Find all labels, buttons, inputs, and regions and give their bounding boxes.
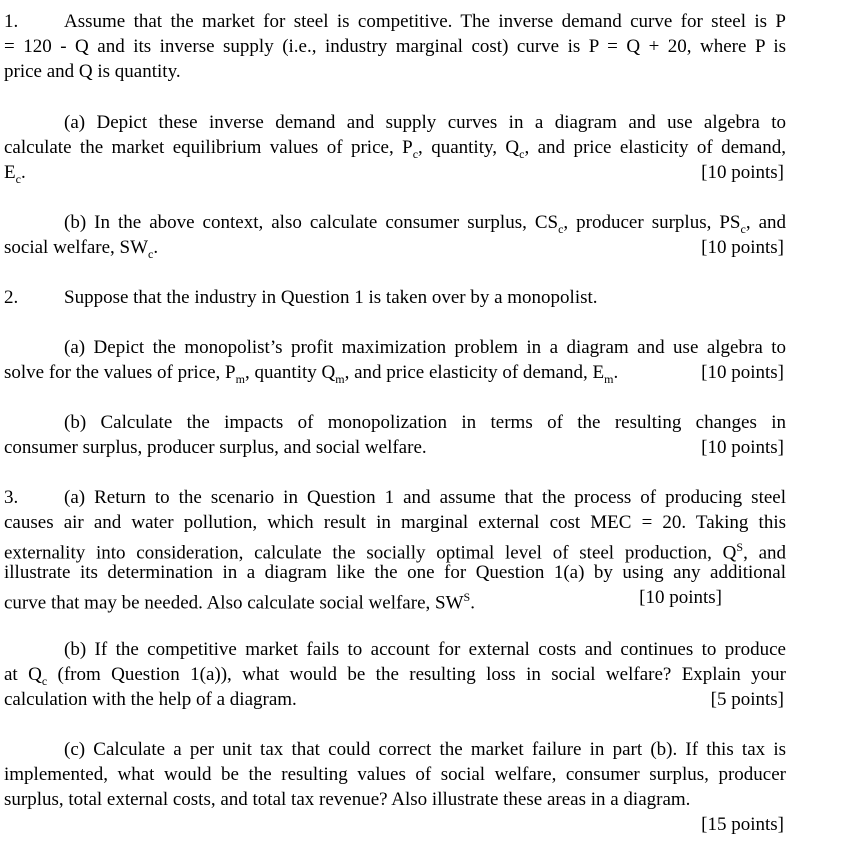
q3a-line-4: illustrate its determination in a diagram like the one for Question 1(a) by using any additional: [4, 562, 786, 583]
q2a-line-1: (a) Depict the monopolist’s profit maximization problem in a diagram and use algebra to: [64, 337, 786, 358]
q3c-points: [15 points]: [701, 814, 784, 835]
q3a-line-3: externality into consideration, calculate the socially optimal level of steel production, $Q^S$, and: [4, 540, 786, 564]
q1-number: 1.: [4, 11, 19, 32]
q1-line-2: = 120 - Q and its inverse supply (i.e., industry marginal cost) curve is P = Q + 20, where P is: [4, 36, 786, 57]
q1-line-1: Assume that the market for steel is competitive. The inverse demand curve for steel is P: [64, 11, 786, 32]
q2a-line-2: solve for the values of price, $P_m$, quantity $Q_m$, and price elasticity of demand, $E_m$.: [4, 362, 619, 386]
q1a-line-3: $E_c$.: [4, 162, 26, 186]
q3c-line-1: (c) Calculate a per unit tax that could correct the market failure in part (b). If this tax is: [64, 739, 786, 760]
q3a-line-5: curve that may be needed. Also calculate social welfare, $SW^S$.: [4, 590, 475, 614]
q2-number: 2.: [4, 287, 19, 308]
q3c-line-3: surplus, total external costs, and total tax revenue? Also illustrate these areas in a diagram.: [4, 789, 691, 810]
q2b-points: [10 points]: [701, 437, 784, 458]
q1a-line-2: calculate the market equilibrium values of price, $P_c$, quantity, $Q_c$, and price elasticity of demand,: [4, 137, 786, 161]
q2b-line-1: (b) Calculate the impacts of monopolization in terms of the resulting changes in: [64, 412, 786, 433]
q3a-line-2: causes air and water pollution, which result in marginal external cost MEC = 20. Taking this: [4, 512, 786, 533]
q3b-line-3: calculation with the help of a diagram.: [4, 689, 297, 710]
q3b-line-2: at $Q_c$ (from Question 1(a)), what would be the resulting loss in social welfare? Explain your: [4, 664, 786, 688]
q3b-points: [5 points]: [710, 689, 784, 710]
q1b-points: [10 points]: [701, 237, 784, 258]
q3b-line-1: (b) If the competitive market fails to account for external costs and continues to produce: [64, 639, 786, 660]
q3-number: 3.: [4, 487, 19, 508]
q1-line-3: price and Q is quantity.: [4, 61, 181, 82]
q2b-line-2: consumer surplus, producer surplus, and social welfare.: [4, 437, 427, 458]
q1b-line-2: social welfare, $SW_c$.: [4, 237, 159, 261]
q3a-line-1: (a) Return to the scenario in Question 1 and assume that the process of producing steel: [64, 487, 786, 508]
q1a-points: [10 points]: [701, 162, 784, 183]
q3a-points: [10 points]: [639, 587, 722, 608]
q3c-line-2: implemented, what would be the resulting values of social welfare, consumer surplus, producer: [4, 764, 786, 785]
q1b-line-1: (b) In the above context, also calculate consumer surplus, $CS_c$, producer surplus, $PS_c$, and: [64, 212, 786, 236]
q1a-line-1: (a) Depict these inverse demand and supply curves in a diagram and use algebra to: [64, 112, 786, 133]
q2-line-1: Suppose that the industry in Question 1 is taken over by a monopolist.: [64, 287, 598, 308]
q2a-points: [10 points]: [701, 362, 784, 383]
